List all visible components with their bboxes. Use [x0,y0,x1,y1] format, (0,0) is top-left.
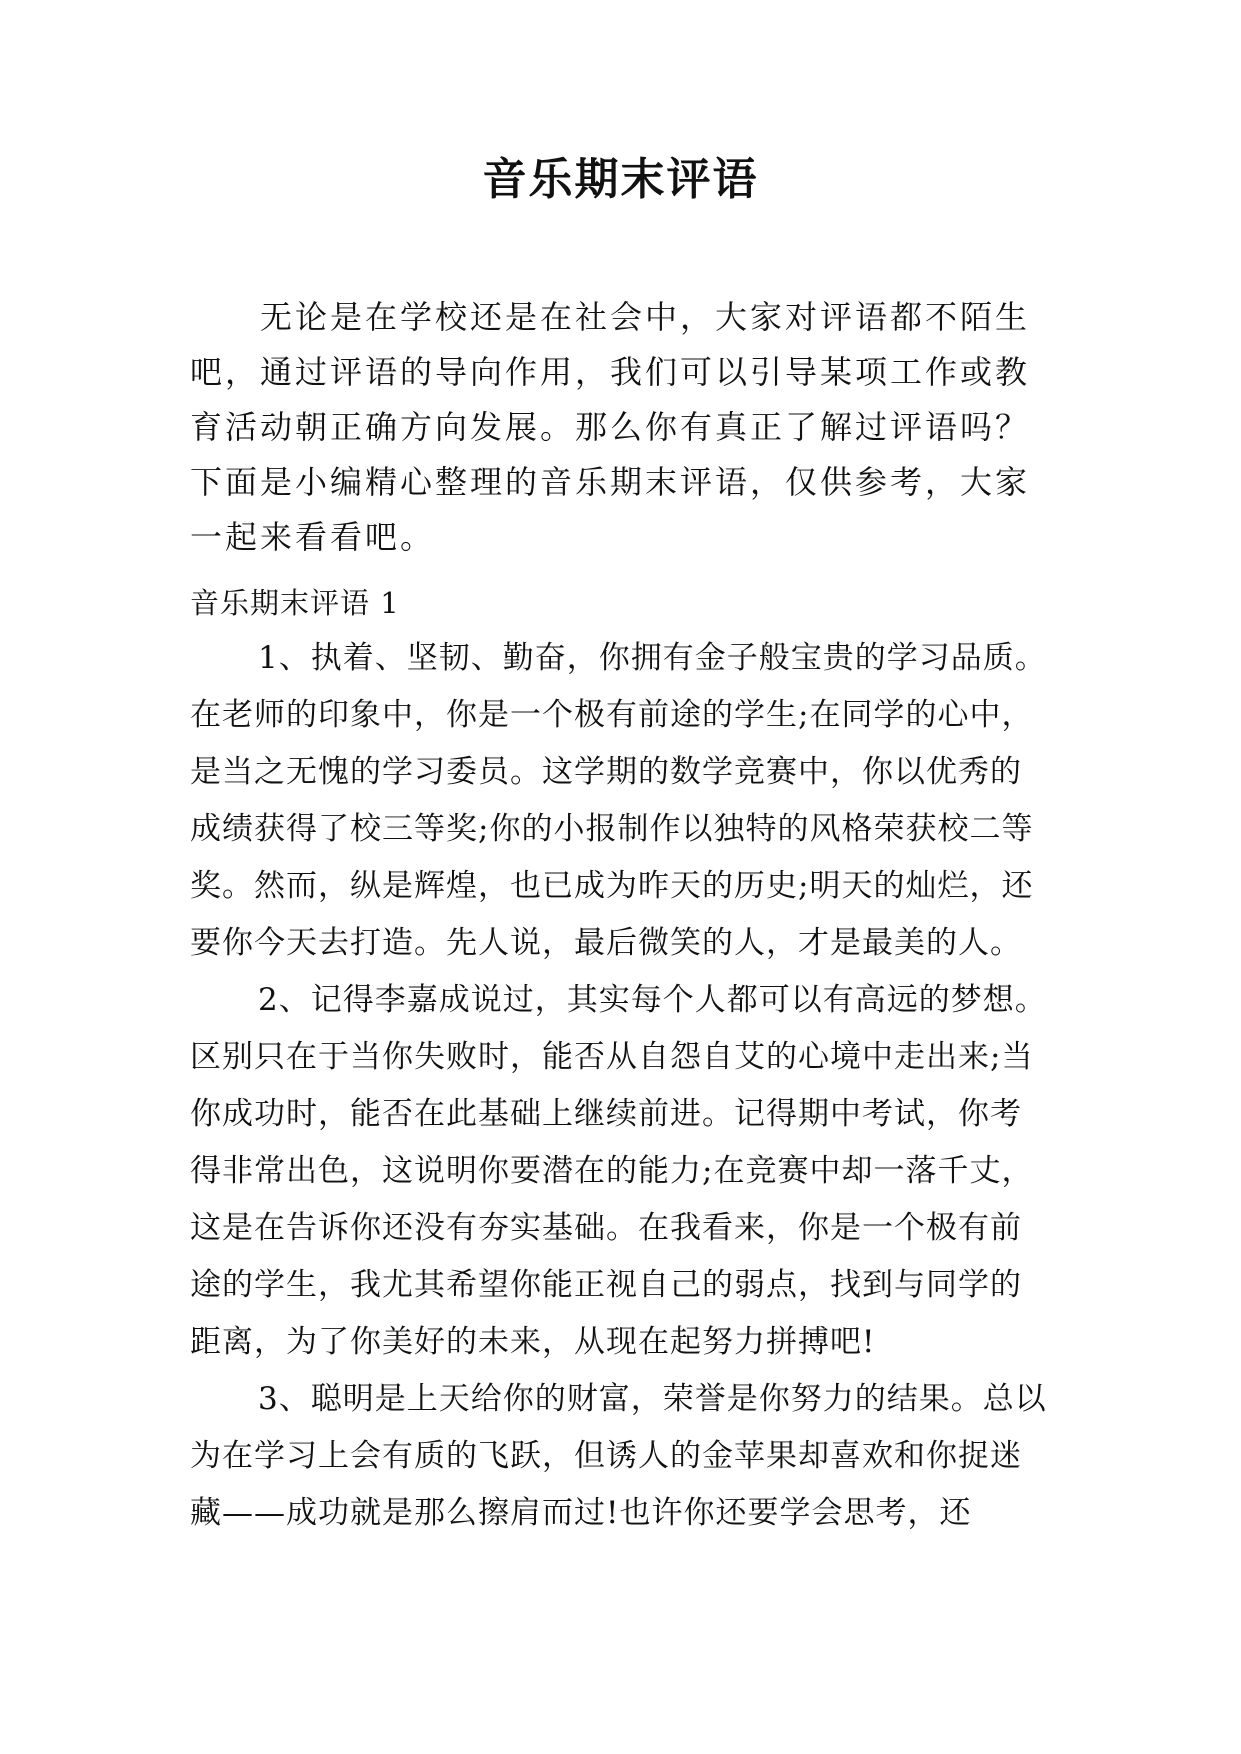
comment-item-2: 2、记得李嘉成说过，其实每个人都可以有高远的梦想。区别只在于当你失败时，能否从自怨自艾的心境中走出来;当你成功时，能否在此基础上继续前进。记得期中考试，你考得非常出色，这说明你要潜在的能力;在竞赛中却一落千丈，这是在告诉你还没有夯实基础。在我看来，你是一个极有前途的学生，我尤其希望你能正视自己的弱点，找到与同学的距离，为了你美好的未来，从现在起努力拼搏吧! [190,982,1047,1360]
section-heading: 音乐期末评语 1 [190,586,400,620]
comment-item-1: 1、执着、坚韧、勤奋，你拥有金子般宝贵的学习品质。在老师的印象中，你是一个极有前途的学生;在同学的心中，是当之无愧的学习委员。这学期的数学竞赛中，你以优秀的成绩获得了校三等奖;你的小报制作以独特的风格荣获校二等奖。然而，纵是辉煌，也已成为昨天的历史;明天的灿烂，还要你今天去打造。先人说，最后微笑的人，才是最美的人。 [190,640,1047,961]
page-title: 音乐期末评语 [482,154,759,205]
intro-paragraph: 无论是在学校还是在社会中，大家对评语都不陌生吧，通过评语的导向作用，我们可以引导某项工作或教育活动朝正确方向发展。那么你有真正了解过评语吗？下面是小编精心整理的音乐期末评语，仅供参考，大家一起来看看吧。 [190,298,1031,556]
comment-list [190,630,1052,1542]
comment-item-3: 3、聪明是上天给你的财富，荣誉是你努力的结果。总以为在学习上会有质的飞跃，但诱人的金苹果却喜欢和你捉迷藏——成功就是那么擦肩而过!也许你还要学会思考，还 [190,1381,1047,1531]
